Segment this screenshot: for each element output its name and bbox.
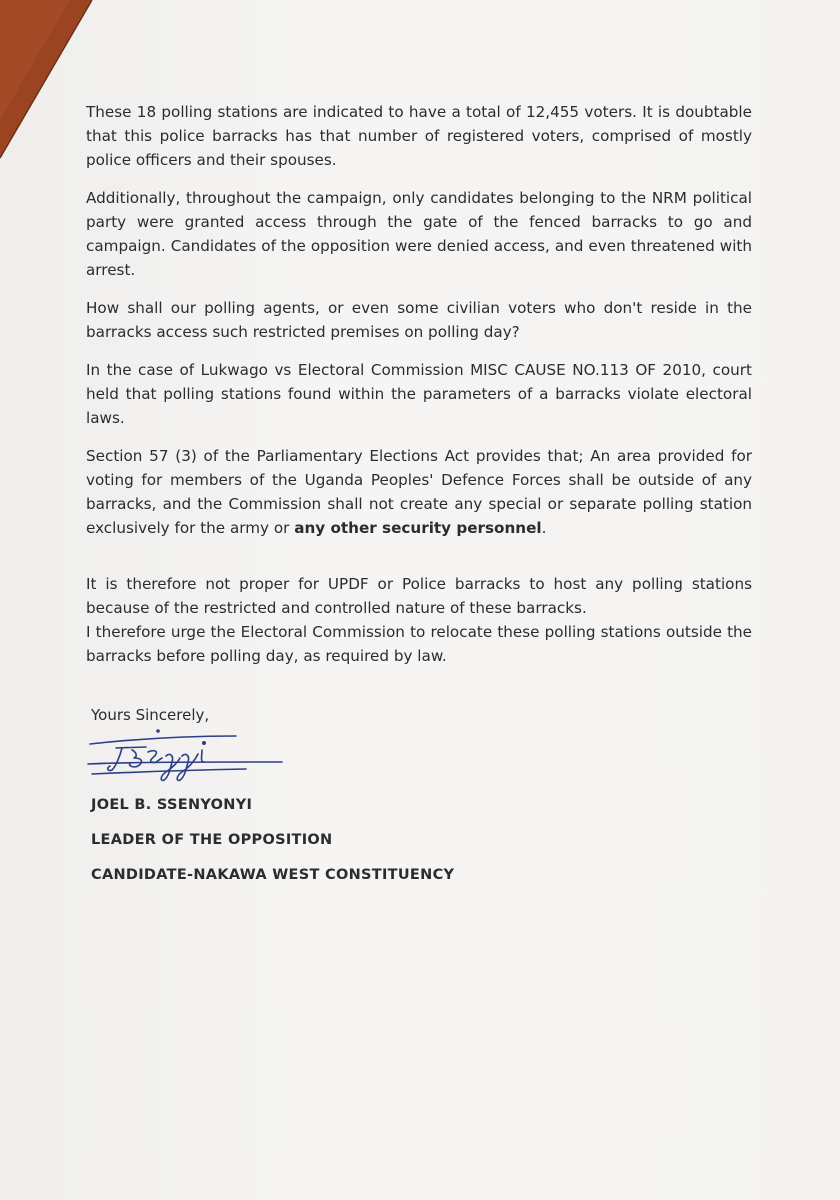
- section-57-end: .: [541, 519, 547, 537]
- paragraph-polling-agents: How shall our polling agents, or even some civilian voters who don't reside in the barracks access such restricted premises on polling day?: [86, 299, 752, 341]
- paragraph-urge: I therefore urge the Electoral Commission to relocate these polling stations outside the barracks before polling day, as required by law.: [86, 623, 752, 665]
- section-57-bold: any other security personnel: [294, 519, 542, 537]
- closing-salutation: Yours Sincerely,: [91, 706, 210, 724]
- paragraph-court-case: In the case of Lukwago vs Electoral Commission MISC CAUSE NO.113 OF 2010, court held that polling stations found within the parameters of a barracks violate electoral laws.: [86, 361, 752, 427]
- spacer: [86, 554, 752, 572]
- folded-corner: [0, 0, 100, 170]
- signatory-title: LEADER OF THE OPPOSITION: [91, 832, 333, 848]
- signatory-block: [91, 788, 454, 893]
- signatory-candidacy: CANDIDATE-NAKAWA WEST CONSTITUENCY: [91, 867, 455, 883]
- letter-body: [86, 100, 752, 668]
- paragraph-section-57: [86, 444, 752, 540]
- paragraph-conclusion: It is therefore not proper for UPDF or Police barracks to host any polling stations because of the restricted and controlled nature of these barracks.: [86, 575, 752, 617]
- section-57-text: Section 57 (3) of the Parliamentary Elections Act provides that; An area provided for voting for members of the Uganda Peoples' Defence Forces shall be outside of any barracks, and the Commission shall not create any special or separate polling station exclusively for the army or: [86, 447, 752, 537]
- paragraph-campaign-access: Additionally, throughout the campaign, only candidates belonging to the NRM political party were granted access through the gate of the fenced barracks to go and campaign. Candidates of the opposition were denied access, and even threatened with arrest.: [86, 189, 752, 279]
- paragraph-voters: These 18 polling stations are indicated to have a total of 12,455 voters. It is doubtable that this police barracks has that number of registered voters, comprised of mostly police officers and their spouses.: [86, 103, 752, 169]
- signatory-name: JOEL B. SSENYONYI: [91, 797, 253, 813]
- handwritten-signature: [86, 722, 286, 784]
